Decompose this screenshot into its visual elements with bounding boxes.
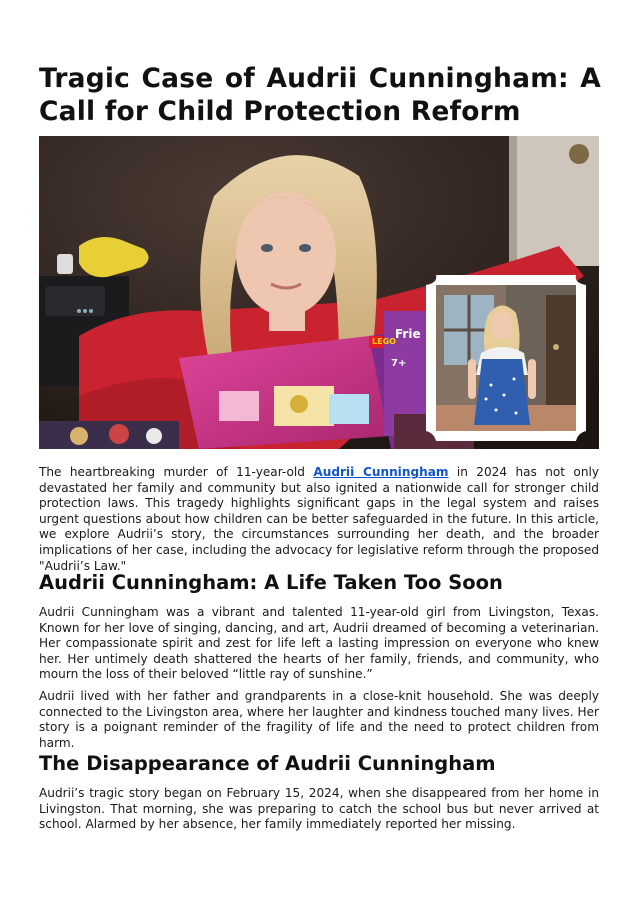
section-life-paragraph-1: Audrii Cunningham was a vibrant and talented 11-year-old girl from Livingston, Texas. Known for her love of singing, dancing, and art, Audrii dreamed of becoming a veterinarian. Her compassionate spirit and zest for life left a lasting impression on everyone who knew her. Her untimely death shattered the hearts of her family, friends, and community, who mourn the loss of their beloved “little ray of sunshine.” — [39, 605, 599, 682]
lego-line-text: Frie — [395, 327, 421, 341]
section-heading-life: Audrii Cunningham: A Life Taken Too Soon — [39, 571, 503, 594]
section-disappearance-paragraph-1: Audrii’s tragic story began on February 15, 2024, when she disappeared from her home in Livingston. That morning, she was preparing to catch the school bus but never arrived at school. Alarmed by her absence, her family immediately reported her missing. — [39, 786, 599, 832]
section-heading-disappearance: The Disappearance of Audrii Cunningham — [39, 752, 496, 775]
inset-photo-illustration — [426, 275, 586, 441]
intro-text-before: The heartbreaking murder of 11-year-old — [39, 465, 314, 479]
article-title: Tragic Case of Audrii Cunningham: A Call for Child Protection Reform — [39, 63, 601, 127]
hero-image — [39, 136, 599, 449]
lego-age-text: 7+ — [391, 358, 407, 369]
intro-text-after: in 2024 has not only devastated her family and community but also ignited a nationwide call for stronger child protection laws. This tragedy highlights significant gaps in the legal system and raises urgent questions about how children can be better safeguarded in the future. In this article, we explore Audrii’s story, the circumstances surrounding her death, and the broader implications of her case, including the advocacy for legislative reform through the proposed "Audrii’s Law." — [39, 465, 599, 573]
inset-photo — [426, 275, 586, 441]
intro-paragraph — [39, 465, 599, 574]
audrii-cunningham-link[interactable]: Audrii Cunningham — [313, 465, 449, 479]
section-life-paragraph-2: Audrii lived with her father and grandparents in a close-knit household. She was deeply connected to the Livingston area, where her laughter and kindness touched many lives. Her story is a poignant reminder of the fragility of life and the need to protect children from harm. — [39, 689, 599, 750]
lego-logo-text: LEGO — [372, 337, 396, 346]
